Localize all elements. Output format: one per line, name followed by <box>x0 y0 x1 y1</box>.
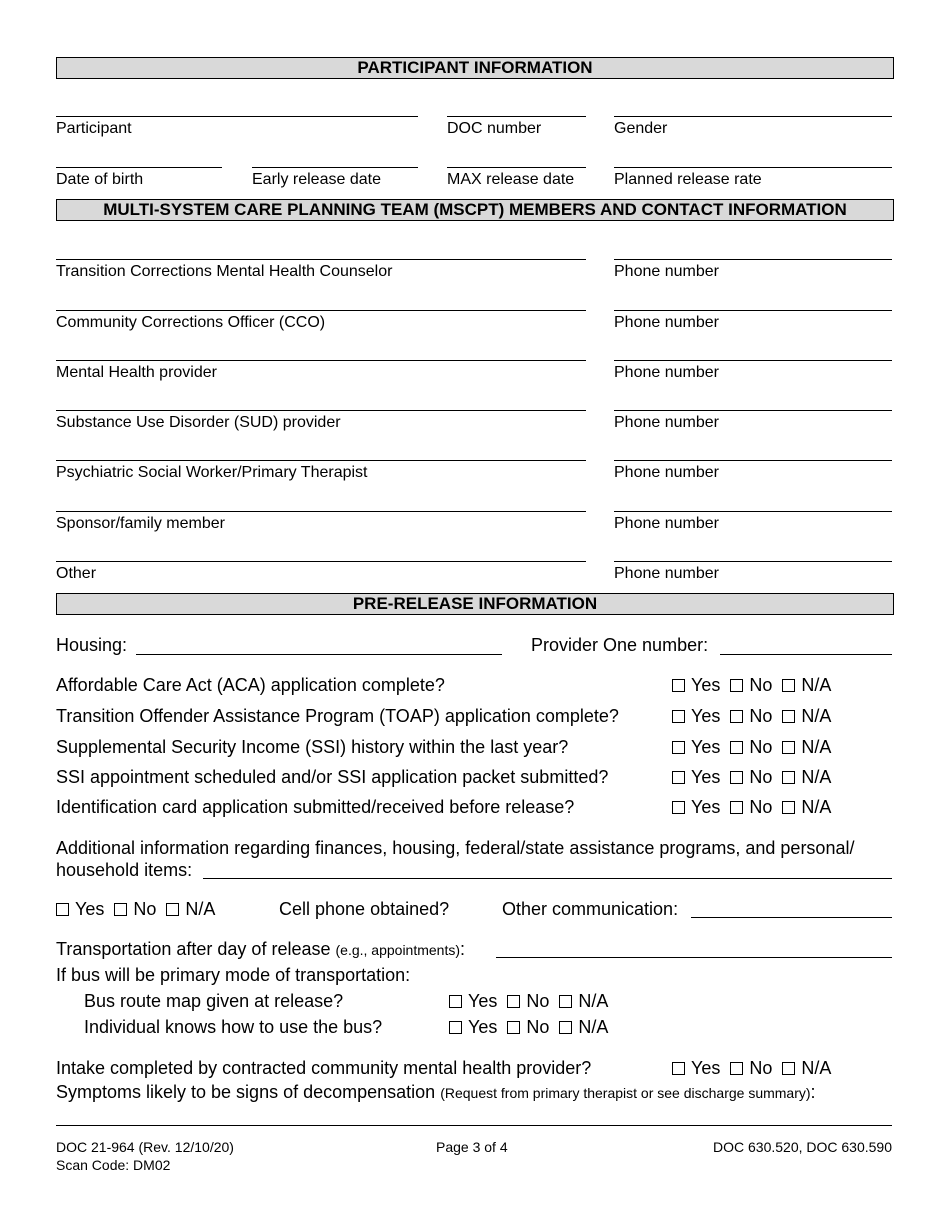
phone-label: Phone number <box>614 464 719 481</box>
na-label: N/A <box>801 797 832 817</box>
options-bus-map <box>449 991 618 1012</box>
options-id-card <box>672 797 841 818</box>
symptoms-label <box>56 1082 816 1103</box>
na-label: N/A <box>185 899 216 919</box>
options-cell-phone <box>56 899 225 920</box>
na-label: N/A <box>578 1017 609 1037</box>
housing-label: Housing: <box>56 635 128 655</box>
transportation-field[interactable] <box>496 957 892 958</box>
doc-references: DOC 630.520, DOC 630.590 <box>713 1139 892 1155</box>
yes-label: Yes <box>691 675 721 695</box>
prerelease-header: PRE-RELEASE INFORMATION <box>56 593 894 615</box>
no-label: No <box>749 767 773 787</box>
question-aca: Affordable Care Act (ACA) application complete? <box>56 675 445 695</box>
cell-phone-label: Cell phone obtained? <box>279 899 450 919</box>
phone-label: Phone number <box>614 565 719 582</box>
na-checkbox[interactable] <box>559 1021 572 1034</box>
phone-field-therapist[interactable] <box>614 460 892 461</box>
na-label: N/A <box>801 706 832 726</box>
additional-info-field[interactable] <box>203 878 892 879</box>
footer-rule <box>56 1125 892 1126</box>
member-label: Other <box>56 565 97 582</box>
options-intake <box>672 1058 841 1079</box>
participant-info-header: PARTICIPANT INFORMATION <box>56 57 894 79</box>
phone-field-other[interactable] <box>614 561 892 562</box>
housing-field[interactable] <box>136 654 502 655</box>
na-checkbox[interactable] <box>782 1062 795 1075</box>
na-checkbox[interactable] <box>782 801 795 814</box>
early-release-label: Early release date <box>252 171 381 188</box>
no-label: No <box>749 706 773 726</box>
phone-field-cco[interactable] <box>614 310 892 311</box>
no-label: No <box>526 991 550 1011</box>
yes-checkbox[interactable] <box>672 1062 685 1075</box>
yes-checkbox[interactable] <box>672 771 685 784</box>
no-label: No <box>749 737 773 757</box>
transportation-text: Transportation after day of release <box>56 939 331 959</box>
options-ssi-appointment <box>672 767 841 788</box>
phone-label: Phone number <box>614 263 719 280</box>
max-release-label: MAX release date <box>447 171 575 188</box>
member-field-sponsor[interactable] <box>56 511 586 512</box>
question-toap: Transition Offender Assistance Program (TOAP) application complete? <box>56 706 619 726</box>
phone-label: Phone number <box>614 414 719 431</box>
na-label: N/A <box>801 1058 832 1078</box>
member-label: Substance Use Disorder (SUD) provider <box>56 414 341 431</box>
no-label: No <box>749 675 773 695</box>
yes-checkbox[interactable] <box>449 995 462 1008</box>
doc-number-label: DOC number <box>447 120 542 137</box>
question-ssi-history: Supplemental Security Income (SSI) history within the last year? <box>56 737 569 757</box>
options-aca <box>672 675 841 696</box>
yes-checkbox[interactable] <box>672 679 685 692</box>
no-checkbox[interactable] <box>730 741 743 754</box>
early-release-field[interactable] <box>252 167 418 168</box>
yes-checkbox[interactable] <box>672 710 685 723</box>
member-field-counselor[interactable] <box>56 259 586 260</box>
transportation-note: (e.g., appointments) <box>335 942 461 958</box>
no-checkbox[interactable] <box>730 1062 743 1075</box>
member-label: Transition Corrections Mental Health Counselor <box>56 263 393 280</box>
question-id-card: Identification card application submitted/received before release? <box>56 797 575 817</box>
options-ssi-history <box>672 737 841 758</box>
transportation-label <box>56 939 465 960</box>
phone-field-counselor[interactable] <box>614 259 892 260</box>
gender-field[interactable] <box>614 116 892 117</box>
no-label: No <box>133 899 157 919</box>
no-label: No <box>526 1017 550 1037</box>
yes-checkbox[interactable] <box>449 1021 462 1034</box>
na-label: N/A <box>801 737 832 757</box>
member-label: Community Corrections Officer (CCO) <box>56 314 326 331</box>
phone-label: Phone number <box>614 314 719 331</box>
planned-rate-label: Planned release rate <box>614 171 762 188</box>
other-communication-label: Other communication: <box>502 899 679 919</box>
no-checkbox[interactable] <box>730 771 743 784</box>
na-label: N/A <box>578 991 609 1011</box>
yes-label: Yes <box>691 737 721 757</box>
transportation-colon: : <box>460 939 466 959</box>
member-field-mh-provider[interactable] <box>56 360 586 361</box>
na-label: N/A <box>801 767 832 787</box>
form-id: DOC 21-964 (Rev. 12/10/20) <box>56 1139 234 1155</box>
bus-primary-label: If bus will be primary mode of transportation: <box>56 965 411 985</box>
additional-info-label-2: household items: <box>56 860 193 880</box>
member-label: Sponsor/family member <box>56 515 225 532</box>
phone-field-mh-provider[interactable] <box>614 360 892 361</box>
member-label: Mental Health provider <box>56 364 217 381</box>
phone-label: Phone number <box>614 515 719 532</box>
phone-label: Phone number <box>614 364 719 381</box>
symptoms-text: Symptoms likely to be signs of decompensation <box>56 1082 436 1102</box>
no-checkbox[interactable] <box>730 679 743 692</box>
na-checkbox[interactable] <box>782 679 795 692</box>
na-label: N/A <box>801 675 832 695</box>
symptoms-note: (Request from primary therapist or see discharge summary) <box>440 1085 811 1101</box>
no-checkbox[interactable] <box>507 995 520 1008</box>
symptoms-colon: : <box>810 1082 816 1102</box>
yes-checkbox[interactable] <box>672 741 685 754</box>
member-field-sud-provider[interactable] <box>56 410 586 411</box>
gender-label: Gender <box>614 120 668 137</box>
page-number: Page 3 of 4 <box>436 1139 508 1155</box>
na-checkbox[interactable] <box>782 771 795 784</box>
phone-field-sponsor[interactable] <box>614 511 892 512</box>
yes-label: Yes <box>691 1058 721 1078</box>
yes-label: Yes <box>468 991 498 1011</box>
na-checkbox[interactable] <box>559 995 572 1008</box>
provider-one-field[interactable] <box>720 654 892 655</box>
participant-label: Participant <box>56 120 132 137</box>
yes-label: Yes <box>691 706 721 726</box>
question-ssi-appointment: SSI appointment scheduled and/or SSI application packet submitted? <box>56 767 609 787</box>
other-communication-field[interactable] <box>691 917 892 918</box>
yes-label: Yes <box>468 1017 498 1037</box>
intake-question: Intake completed by contracted community mental health provider? <box>56 1058 592 1078</box>
additional-info-label-1: Additional information regarding finances, housing, federal/state assistance programs, and personal/ <box>56 838 855 858</box>
options-bus-knows <box>449 1017 618 1038</box>
yes-label: Yes <box>75 899 105 919</box>
yes-checkbox[interactable] <box>672 801 685 814</box>
no-checkbox[interactable] <box>114 903 127 916</box>
member-field-therapist[interactable] <box>56 460 586 461</box>
no-checkbox[interactable] <box>730 710 743 723</box>
no-label: No <box>749 1058 773 1078</box>
bus-knows-question: Individual knows how to use the bus? <box>84 1017 383 1037</box>
yes-checkbox[interactable] <box>56 903 69 916</box>
doc-number-field[interactable] <box>447 116 586 117</box>
member-label: Psychiatric Social Worker/Primary Therapist <box>56 464 368 481</box>
no-checkbox[interactable] <box>507 1021 520 1034</box>
provider-one-label: Provider One number: <box>531 635 709 655</box>
yes-label: Yes <box>691 767 721 787</box>
planned-rate-field[interactable] <box>614 167 892 168</box>
na-checkbox[interactable] <box>782 741 795 754</box>
no-checkbox[interactable] <box>730 801 743 814</box>
na-checkbox[interactable] <box>166 903 179 916</box>
scan-code: Scan Code: DM02 <box>56 1157 171 1173</box>
phone-field-sud-provider[interactable] <box>614 410 892 411</box>
options-toap <box>672 706 841 727</box>
yes-label: Yes <box>691 797 721 817</box>
max-release-field[interactable] <box>447 167 586 168</box>
no-label: No <box>749 797 773 817</box>
member-field-cco[interactable] <box>56 310 586 311</box>
participant-field[interactable] <box>56 116 418 117</box>
member-field-other[interactable] <box>56 561 586 562</box>
team-header: MULTI-SYSTEM CARE PLANNING TEAM (MSCPT) MEMBERS AND CONTACT INFORMATION <box>56 199 894 221</box>
dob-field[interactable] <box>56 167 222 168</box>
na-checkbox[interactable] <box>782 710 795 723</box>
dob-label: Date of birth <box>56 171 144 188</box>
bus-map-question: Bus route map given at release? <box>84 991 344 1011</box>
